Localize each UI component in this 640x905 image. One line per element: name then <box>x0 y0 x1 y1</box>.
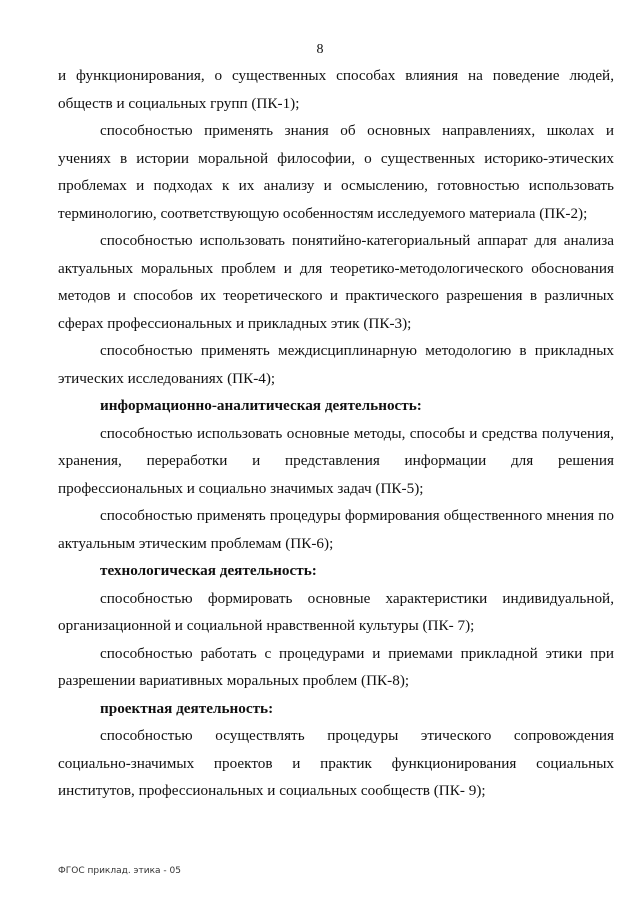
paragraph-pk4: способностью применять междисциплинарную методологию в прикладных этических исследованиях (ПК-4); <box>58 342 614 387</box>
document-body <box>58 62 614 805</box>
paragraph-pk7: способностью формировать основные характеристики индивидуальной, организационной и социальной нравственной культуры (ПК- 7); <box>58 589 614 634</box>
paragraph-pk2: способностью применять знания об основных направлениях, школах и учениях в истории моральной философии, о существенных историко-этических проблемах и подходах к их анализу и осмыслению, готовностью использовать терминологию, соответствующую особенностям исследуемого материала (ПК-2); <box>58 122 614 222</box>
section-heading-project: проектная деятельность: <box>100 699 274 717</box>
paragraph-pk6: способностью применять процедуры формирования общественного мнения по актуальным этическим проблемам (ПК-6); <box>58 507 614 552</box>
footer-document-code: ФГОС приклад. этика - 05 <box>58 866 181 876</box>
paragraph-pk1-continuation: и функционирования, о существенных способах влияния на поведение людей, обществ и социальных групп (ПК-1); <box>58 67 614 112</box>
page-number: 8 <box>316 42 324 57</box>
paragraph-pk8: способностью работать с процедурами и приемами прикладной этики при разрешении вариативных моральных проблем (ПК-8); <box>58 644 614 689</box>
section-heading-technological: технологическая деятельность: <box>100 562 317 579</box>
paragraph-pk5: способностью использовать основные методы, способы и средства получения, хранения, переработки и представления информации для решения профессиональных и социально значимых задач (ПК-5); <box>58 424 614 497</box>
paragraph-pk9: способностью осуществлять процедуры этического сопровождения социально-значимых проектов и практик функционирования социальных институтов, профессиональных и социальных сообществ (ПК- 9); <box>58 727 614 799</box>
section-heading-info-analytical: информационно-аналитическая деятельность: <box>100 397 422 414</box>
paragraph-pk3: способностью использовать понятийно-категориальный аппарат для анализа актуальных моральных проблем и для теоретико-методологического обоснования методов и способов их теоретического и практического разрешения в различных сферах профессиональных и прикладных этик (ПК-3); <box>58 232 614 332</box>
